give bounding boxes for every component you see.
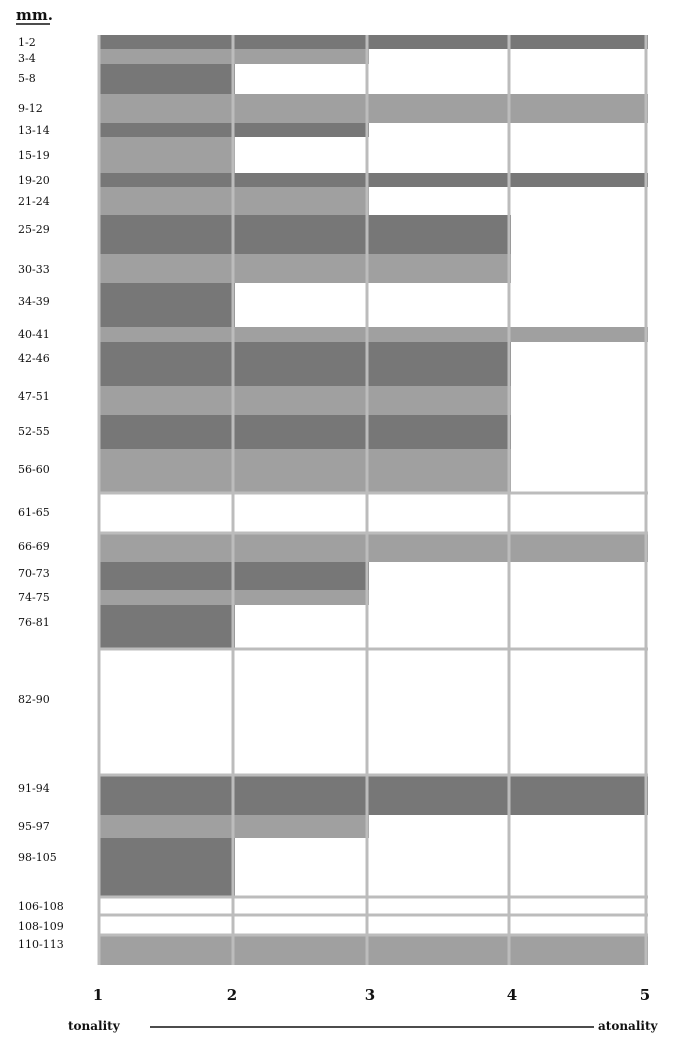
row-label-74-75: 74-75 xyxy=(18,591,50,604)
bar-56-60 xyxy=(98,449,511,493)
row-label-40-41: 40-41 xyxy=(18,328,50,341)
row-label-56-60: 56-60 xyxy=(18,463,50,476)
bar-66-69 xyxy=(98,533,648,562)
row-label-3-4: 3-4 xyxy=(18,52,36,65)
bar-40-41 xyxy=(98,327,648,342)
bar-15-19 xyxy=(98,137,235,173)
row-label-95-97: 95-97 xyxy=(18,820,50,833)
row-label-15-19: 15-19 xyxy=(18,149,50,162)
row-label-25-29: 25-29 xyxy=(18,223,50,236)
row-label-66-69: 66-69 xyxy=(18,540,50,553)
bar-110-113 xyxy=(98,935,648,965)
bar-19-20 xyxy=(98,173,648,187)
row-label-98-105: 98-105 xyxy=(18,851,57,864)
row-label-91-94: 91-94 xyxy=(18,782,50,795)
row-label-52-55: 52-55 xyxy=(18,425,50,438)
row-label-110-113: 110-113 xyxy=(18,938,64,951)
bar-30-33 xyxy=(98,254,511,283)
axis-left-label: tonality xyxy=(68,1019,120,1033)
row-labels xyxy=(18,36,64,951)
x-tick-4: 4 xyxy=(506,986,518,1004)
row-label-70-73: 70-73 xyxy=(18,567,50,580)
row-label-5-8: 5-8 xyxy=(18,72,36,85)
bar-1-2 xyxy=(98,35,648,49)
x-tick-2: 2 xyxy=(226,986,238,1004)
bar-76-81 xyxy=(98,605,235,649)
row-label-82-90: 82-90 xyxy=(18,693,50,706)
bar-91-94 xyxy=(98,775,648,815)
row-label-21-24: 21-24 xyxy=(18,195,50,208)
x-tick-labels xyxy=(93,986,650,1004)
bar-25-29 xyxy=(98,215,511,254)
row-label-61-65: 61-65 xyxy=(18,506,50,519)
row-label-13-14: 13-14 xyxy=(18,124,50,137)
row-label-1-2: 1-2 xyxy=(18,36,36,49)
bar-9-12 xyxy=(98,94,648,123)
row-label-30-33: 30-33 xyxy=(18,263,50,276)
unit-label: mm. xyxy=(16,6,53,24)
row-label-47-51: 47-51 xyxy=(18,390,50,403)
row-label-19-20: 19-20 xyxy=(18,174,50,187)
x-tick-5: 5 xyxy=(639,986,651,1004)
row-label-42-46: 42-46 xyxy=(18,352,50,365)
x-tick-1: 1 xyxy=(92,986,104,1004)
bar-34-39 xyxy=(98,283,235,327)
bar-47-51 xyxy=(98,386,511,415)
x-tick-3: 3 xyxy=(364,986,376,1004)
axis-right-label: atonality xyxy=(598,1019,658,1033)
row-label-76-81: 76-81 xyxy=(18,616,50,629)
plot-area xyxy=(98,35,648,965)
row-label-108-109: 108-109 xyxy=(18,920,64,933)
bar-5-8 xyxy=(98,64,235,94)
row-label-9-12: 9-12 xyxy=(18,102,43,115)
bar-98-105 xyxy=(98,838,235,897)
row-label-106-108: 106-108 xyxy=(18,900,64,913)
bar-52-55 xyxy=(98,415,511,449)
row-label-34-39: 34-39 xyxy=(18,295,50,308)
bar-42-46 xyxy=(98,342,511,386)
